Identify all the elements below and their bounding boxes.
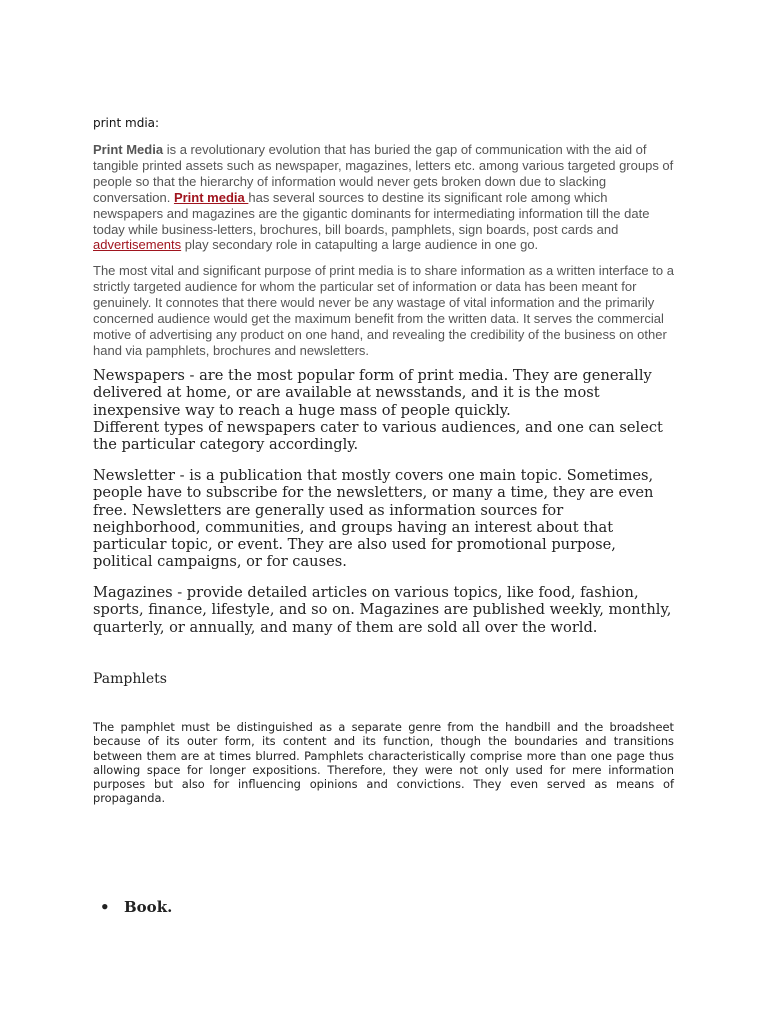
advertisements-link[interactable]: advertisements: [93, 237, 182, 253]
bullet-icon: •: [100, 898, 110, 916]
print-media-term: Print Media: [93, 142, 164, 157]
purpose-paragraph: The most vital and significant purpose of print media is to share information as a written interface to a strictly targeted audience for whom the particular set of information or data has been meant for genuinely. It connotes that there would never be any wastage of vital information and the primarily concerned audience would get the maximum benefit from the written data. It serves the commercial motive of advertising any product on one hand, and revealing the credibility of the business on other hand via pamphlets, brochures and newsletters.: [93, 263, 674, 358]
list-item: [93, 898, 172, 916]
pamphlets-paragraph: The pamphlet must be distinguished as a separate genre from the handbill and the broadsheet because of its outer form, its content and its function, though the boundaries and transitions between them are at times blurred. Pamphlets characteristically comprise more than one page thus allowing space for longer expositions. Therefore, they were not only used for mere information purposes but also for influencing opinions and convictions. They even served as means of propaganda.: [93, 720, 674, 806]
newsletter-paragraph: Newsletter - is a publication that mostly covers one main topic. Sometimes, people have to subscribe for the newsletters, or many a time, they are even free. Newsletters are generally used as information sources for neighborhood, communities, and groups having an interest about that particular topic, or event. They are also used for promotional purpose, political campaigns, or for causes.: [93, 467, 654, 571]
newspapers-paragraph: [93, 367, 675, 453]
intro-text-1: is a revolutionary evolution that has buried the gap of communication with the aid of tangible printed assets such as newspaper, magazines, letters etc. among various targeted groups of people so that the hierarchy of information would never gets broken down due to slacking conversation.: [93, 142, 674, 205]
intro-text-3: play secondary role in catapulting a large audience in one go.: [181, 237, 539, 253]
intro-paragraph: [93, 142, 675, 253]
list-item-label: Book.: [124, 898, 173, 916]
pamphlets-title: Pamphlets: [93, 671, 167, 687]
section-heading: print mdia:: [93, 116, 160, 130]
newspapers-line-1: Newspapers - are the most popular form of print media. They are generally delivered at home, or are available at newsstands, and it is the most inexpensive way to reach a huge mass of people quickly.: [93, 367, 652, 419]
magazines-paragraph: Magazines - provide detailed articles on various topics, like food, fashion, sports, finance, lifestyle, and so on. Magazines are published weekly, monthly, quarterly, or annually, and many of them are sold all over the world.: [93, 584, 672, 636]
newspapers-line-2: Different types of newspapers cater to various audiences, and one can select the particular category accordingly.: [93, 418, 663, 454]
bullet-list: [93, 898, 172, 916]
intro-text-2: has several sources to destine its significant role among which newspapers and magazines are the gigantic dominants for intermediating information till the date today while business-letters, brochures, bill boards, pamphlets, sign boards, post cards and: [93, 189, 650, 237]
print-media-link[interactable]: Print media: [173, 189, 249, 205]
